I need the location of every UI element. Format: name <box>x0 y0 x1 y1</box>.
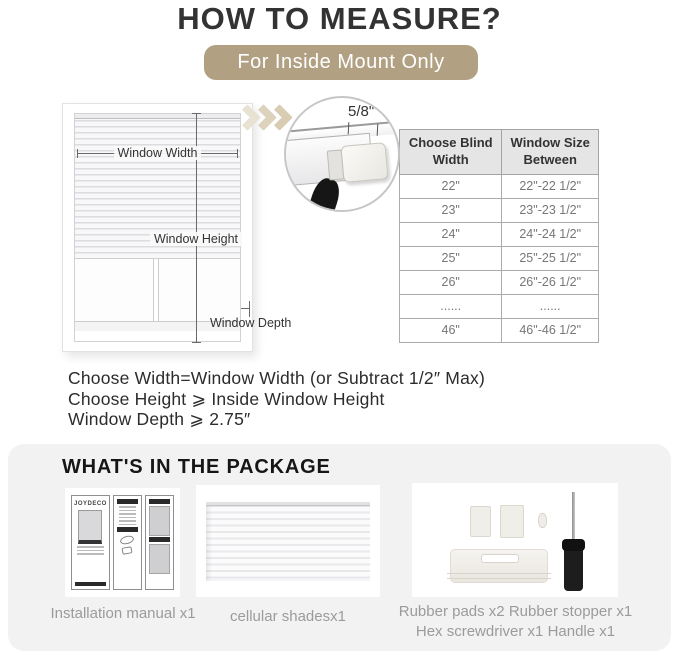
measure-diagram <box>0 90 679 360</box>
package-section <box>8 444 671 651</box>
cell-window-size: 26"-26 1/2" <box>502 270 599 294</box>
manual-text-lines <box>74 546 107 555</box>
table-row <box>400 270 599 294</box>
depth-dimension-marker <box>241 301 250 317</box>
manual-trifold-graphic <box>71 495 174 590</box>
cell-window-size: 22"-22 1/2" <box>502 174 599 198</box>
screwdriver-handle-graphic <box>564 539 583 591</box>
rubber-stopper-graphic <box>538 513 547 528</box>
bracket-depth-ticks <box>348 122 379 136</box>
table-row <box>400 318 599 342</box>
manual-footer-bar <box>75 582 106 586</box>
hardware-caption <box>388 602 643 642</box>
page-title: HOW TO MEASURE? <box>177 1 502 36</box>
manual-section-bar <box>149 537 170 542</box>
cell-window-size: ...... <box>502 294 599 318</box>
note-depth: Window Depth ⩾ 2.75″ <box>68 409 251 429</box>
hardware-caption-line1: Rubber pads x2 Rubber stopper x1 <box>398 603 633 620</box>
cell-window-size: 23"-23 1/2" <box>502 198 599 222</box>
rubber-pad-graphic <box>500 505 524 538</box>
window-height-label: Window Height <box>150 232 242 246</box>
bracket-depth-label: 5/8" <box>348 103 375 120</box>
cell-window-size: 24"-24 1/2" <box>502 222 599 246</box>
table-header-row <box>400 130 599 175</box>
package-heading: WHAT'S IN THE PACKAGE <box>62 456 331 478</box>
brand-text: JOYDECO <box>74 501 107 507</box>
measure-notes <box>68 368 485 430</box>
manual-panel-right <box>145 495 174 590</box>
manual-step-photo <box>149 544 170 574</box>
col-header-window-size: Window Size Between <box>502 130 599 175</box>
manual-section-bar <box>149 499 170 504</box>
inside-mount-badge: For Inside Mount Only <box>204 45 478 80</box>
chevron-right-icon <box>266 104 293 131</box>
hardware-card <box>412 483 618 597</box>
manual-step-photo <box>149 506 170 536</box>
hardware-caption-line2: Hex screwdriver x1 Handle x1 <box>415 623 616 640</box>
installation-manual-card <box>65 488 180 597</box>
manual-panel-cover <box>71 495 110 590</box>
shades-caption: cellular shadesx1 <box>230 608 346 625</box>
window-illustration <box>62 103 292 352</box>
handle-graphic <box>450 549 548 583</box>
window-width-label: Window Width <box>114 146 202 160</box>
cell-window-size: 46"-46 1/2" <box>502 318 599 342</box>
cell-blind-width: ...... <box>400 294 502 318</box>
note-width: Choose Width=Window Width (or Subtract 1/2″ Max) <box>68 368 485 388</box>
cell-blind-width: 25" <box>400 246 502 270</box>
manual-caption: Installation manual x1 <box>50 605 196 622</box>
cell-blind-width: 24" <box>400 222 502 246</box>
note-height: Choose Height ⩾ Inside Window Height <box>68 388 385 409</box>
manual-text-lines <box>116 506 139 525</box>
table-row <box>400 198 599 222</box>
hardware-sketch-icon <box>120 534 136 545</box>
manual-panel-middle <box>113 495 142 590</box>
table-row <box>400 222 599 246</box>
cell-window-size: 25"-25 1/2" <box>502 246 599 270</box>
table-row <box>400 246 599 270</box>
shade-headrail <box>206 502 370 506</box>
cellular-shade-product-graphic <box>206 505 370 581</box>
cell-blind-width: 46" <box>400 318 502 342</box>
bracket-end-cap <box>340 142 388 183</box>
cell-blind-width: 22" <box>400 174 502 198</box>
window-depth-label: Window Depth <box>210 316 292 330</box>
table-row <box>400 174 599 198</box>
manual-window-image <box>78 510 102 544</box>
manual-section-bar <box>117 527 138 532</box>
rubber-pad-graphic <box>470 506 491 537</box>
col-header-blind-width: Choose Blind Width <box>400 130 502 175</box>
manual-section-bar <box>117 499 138 504</box>
shade-headrail <box>75 114 240 119</box>
cellular-shades-card <box>196 485 380 597</box>
table-row <box>400 294 599 318</box>
screwdriver-shaft-graphic <box>572 492 575 544</box>
cell-blind-width: 23" <box>400 198 502 222</box>
hardware-sketch-icon <box>122 546 133 555</box>
size-table <box>399 129 599 343</box>
cell-blind-width: 26" <box>400 270 502 294</box>
bracket-depth-inset <box>284 96 400 212</box>
